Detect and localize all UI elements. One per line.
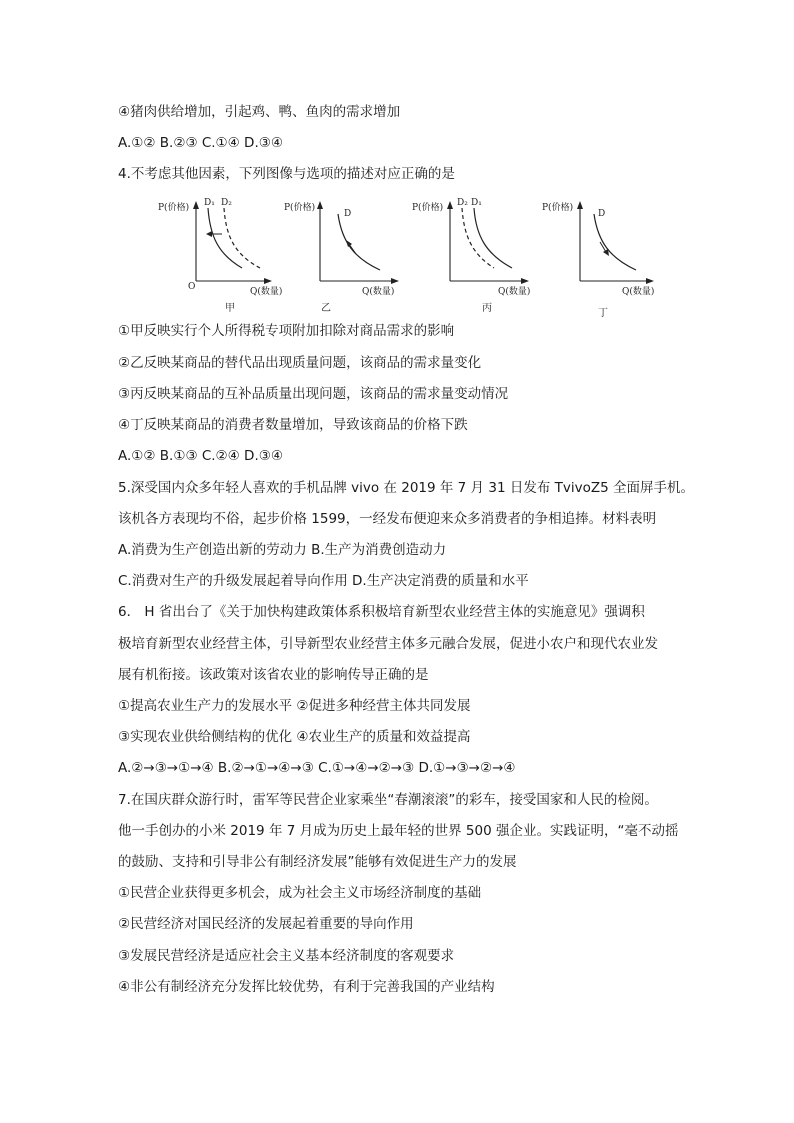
option-2-q7: ②民营经济对国民经济的发展起着重要的导向作用 — [118, 916, 414, 932]
curve-label-d1: D₁ — [471, 198, 482, 208]
graph-caption-bing: 丙 — [482, 303, 492, 314]
question-6-stem-line-1: 6． H 省出台了《关于加快构建政策体系积极培育新型农业经营主体的实施意见》强调积 — [118, 604, 645, 620]
option-1-q4: ①甲反映实行个人所得税专项附加扣除对商品需求的影响 — [118, 323, 455, 339]
option-1-q7: ①民营企业获得更多机会，成为社会主义市场经济制度的基础 — [118, 885, 482, 901]
x-axis-label: Q(数量) — [622, 287, 655, 297]
graph-jia — [150, 196, 290, 320]
question-4-stem: 4.不考虑其他因素，下列图像与选项的描述对应正确的是 — [118, 166, 455, 182]
graph-caption-yi: 乙 — [321, 303, 331, 314]
graph-caption-jia: 甲 — [225, 303, 235, 314]
origin-label: O — [188, 282, 196, 292]
question-6-stem-line-3: 展有机衔接。该政策对该省农业的影响传导正确的是 — [118, 667, 429, 683]
option-3-q7: ③发展民营经济是适应社会主义基本经济制度的客观要求 — [118, 948, 455, 964]
options-q6-34: ③实现农业供给侧结构的优化 ④农业生产的质量和效益提高 — [118, 729, 471, 745]
answers-q6: A.②→③→①→④ B.②→①→④→③ C.①→④→②→③ D.①→③→②→④ — [118, 760, 516, 776]
curve-label-d2: D₂ — [221, 198, 232, 208]
text-line-answers-q3: A.①② B.②③ C.①④ D.③④ — [118, 135, 283, 151]
question-7-stem-line-2: 他一手创办的小米 2019 年 7 月成为历史上最年轻的世界 500 强企业。实践证明，“毫不动摇 — [118, 823, 679, 839]
option-2-q4: ②乙反映某商品的替代品出现质量问题，该商品的需求量变化 — [118, 355, 482, 371]
y-axis-label: P(价格) — [412, 203, 444, 213]
question-7-stem-line-1: 7.在国庆群众游行时，雷军等民营企业家乘坐“春潮滚滚”的彩车，接受国家和人民的检阅。 — [118, 792, 658, 808]
question-7-stem-line-3: 的鼓励、支持和引导非公有制经济发展”能够有效促进生产力的发展 — [118, 854, 517, 870]
curve-label-d: D — [344, 209, 352, 219]
answers-q5-ab: A.消费为生产创造出新的劳动力 B.生产为消费创造动力 — [118, 542, 447, 558]
graph-yi — [284, 196, 420, 320]
option-4-q7: ④非公有制经济充分发挥比较优势，有利于完善我国的产业结构 — [118, 979, 495, 995]
question-5-stem-line-2: 该机各方表现均不俗，起步价格 1599，一经发布便迎来众多消费者的争相追捧。材料表明 — [118, 511, 657, 527]
x-axis-label: Q(数量) — [498, 287, 531, 297]
y-axis-label: P(价格) — [284, 203, 316, 213]
text-line-option-4-q3: ④猪肉供给增加，引起鸡、鸭、鱼肉的需求增加 — [118, 104, 401, 120]
x-axis-label: Q(数量) — [250, 287, 283, 297]
answers-q4: A.①② B.①③ C.②④ D.③④ — [118, 448, 283, 464]
graph-ding — [540, 196, 670, 320]
question-6-stem-line-2: 极培育新型农业经营主体，引导新型农业经营主体多元融合发展，促进小农户和现代农业发 — [118, 636, 658, 652]
curve-label-d2: D₂ — [457, 198, 468, 208]
y-axis-label: P(价格) — [542, 203, 574, 213]
graph-caption-ding: 丁 — [598, 308, 608, 319]
options-q6-12: ①提高农业生产力的发展水平 ②促进多种经营主体共同发展 — [118, 698, 471, 714]
answers-q5-cd: C.消费对生产的升级发展起着导向作用 D.生产决定消费的质量和水平 — [118, 573, 529, 589]
curve-label-d: D — [598, 209, 606, 219]
curve-label-d1: D₁ — [204, 198, 215, 208]
x-axis-label: Q(数量) — [362, 287, 395, 297]
y-axis-label: P(价格) — [158, 203, 190, 213]
graph-bing — [410, 196, 550, 320]
option-3-q4: ③丙反映某商品的互补品质量出现问题，该商品的需求量变动情况 — [118, 386, 509, 402]
question-5-stem-line-1: 5.深受国内众多年轻人喜欢的手机品牌 vivo 在 2019 年 7 月 31 日发布 TvivoZ5 全面屏手机。 — [118, 480, 694, 496]
option-4-q4: ④丁反映某商品的消费者数量增加，导致该商品的价格下跌 — [118, 417, 468, 433]
